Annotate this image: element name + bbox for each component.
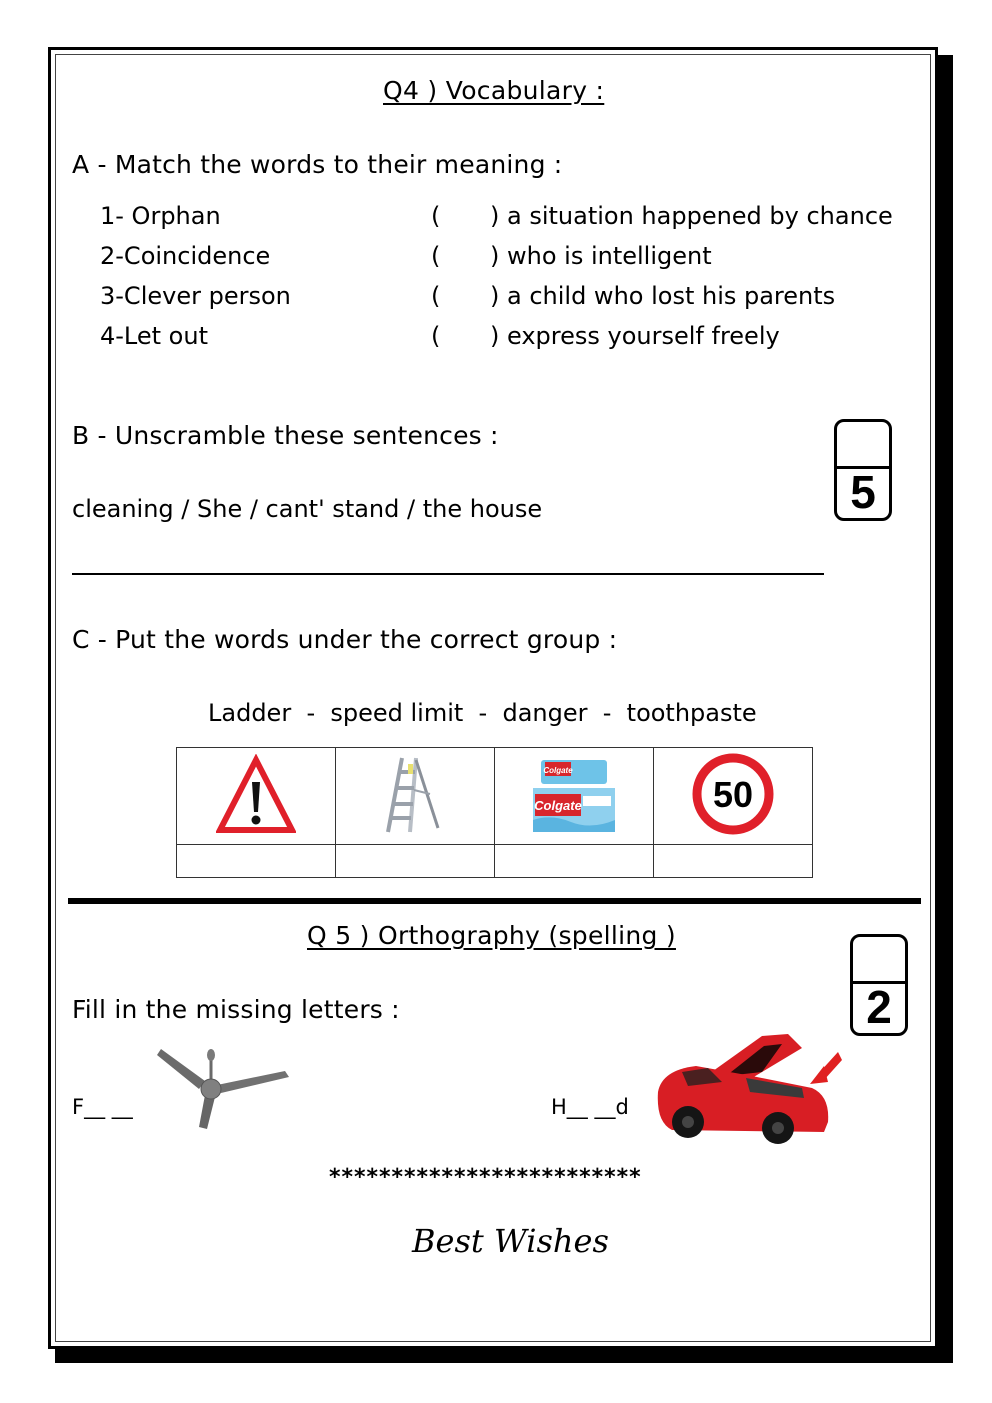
match-word: 3-Clever person [100,282,291,310]
mark-total: 5 [850,466,876,518]
q4-heading: Q4 ) Vocabulary : [383,76,605,105]
match-meaning: ) who is intelligent [490,242,712,270]
answer-cell[interactable] [336,845,495,878]
svg-text:50: 50 [712,773,754,815]
match-bracket[interactable]: ( [431,202,441,230]
match-meaning: ) express yourself freely [490,322,780,350]
picture-cell [177,748,336,845]
picture-cell [336,748,495,845]
ceiling-fan-icon [155,1045,295,1130]
picture-cell [495,748,654,845]
match-meaning: ) a child who lost his parents [490,282,836,310]
match-bracket[interactable]: ( [431,242,441,270]
scrambled-sentence: cleaning / She / cant' stand / the house [72,495,543,523]
section-divider [68,898,921,904]
part-b-instruction: B - Unscramble these sentences : [72,421,499,450]
spelling-prompt-hood[interactable]: H__ __d [551,1095,629,1119]
match-bracket[interactable]: ( [431,322,441,350]
svg-text:Colgate: Colgate [543,765,573,775]
answer-cell[interactable] [177,845,336,878]
q5-instruction: Fill in the missing letters : [72,995,400,1024]
match-word: 1- Orphan [100,202,221,230]
picture-row [177,748,813,845]
match-word: 4-Let out [100,322,208,350]
match-meaning: ) a situation happened by chance [490,202,893,230]
toothpaste-icon [531,754,617,834]
mark-box-q4 [834,419,892,521]
spelling-prompt-fan[interactable]: F__ __ [72,1095,133,1119]
match-bracket[interactable]: ( [431,282,441,310]
answer-line[interactable] [72,573,824,575]
answer-cell[interactable] [654,845,813,878]
answer-cell[interactable] [495,845,654,878]
speed-limit-sign-icon [691,752,775,836]
mark-total: 2 [866,981,892,1033]
danger-warning-sign-icon [216,754,296,834]
part-a-instruction: A - Match the words to their meaning : [72,150,563,179]
answer-row [177,845,813,878]
svg-text:Colgate: Colgate [534,797,582,813]
best-wishes: Best Wishes [412,1222,609,1260]
stars-divider: ************************* [329,1165,642,1190]
match-word: 2-Coincidence [100,242,271,270]
part-c-instruction: C - Put the words under the correct group : [72,625,618,654]
q5-heading: Q 5 ) Orthography (spelling ) [307,921,676,950]
mark-box-q5 [850,934,908,1036]
group-table [176,747,813,878]
word-bank: Ladder - speed limit - danger - toothpaste [208,699,757,727]
step-ladder-icon [380,754,450,834]
picture-cell [654,748,813,845]
car-hood-icon [652,1032,848,1144]
